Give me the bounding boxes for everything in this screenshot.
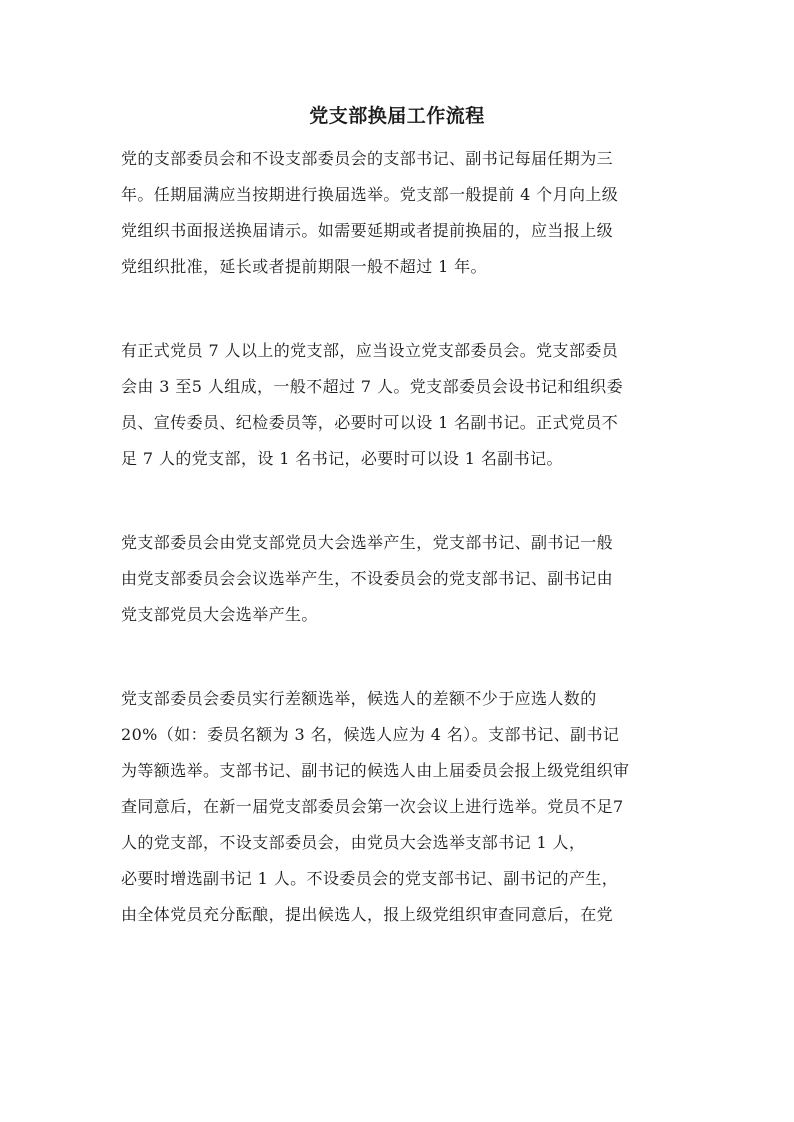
text-line: 人的党支部，不设支部委员会，由党员大会选举支部书记 1 人， (121, 833, 586, 852)
text-line: 足 7 人的党支部，设 1 名书记，必要时可以设 1 名副书记。 (121, 449, 563, 468)
paragraph-term-of-office (121, 141, 687, 285)
text-line: 必要时增选副书记 1 人。不设委员会的党支部书记、副书记的产生， (121, 869, 619, 888)
paragraph-candidate-rules (121, 681, 687, 933)
text-line: 为等额选举。支部书记、副书记的候选人由上届委员会报上级党组织审 (121, 761, 630, 780)
text-line: 员、宣传委员、纪检委员等，必要时可以设 1 名副书记。正式党员不 (121, 413, 619, 432)
text-line: 会由 3 至5 人组成，一般不超过 7 人。党支部委员会设书记和组织委 (121, 377, 623, 396)
text-line: 由全体党员充分酝酿，提出候选人，报上级党组织审查同意后，在党 (121, 905, 614, 924)
text-line: 党的支部委员会和不设支部委员会的支部书记、副书记每届任期为三 (121, 149, 614, 168)
text-line: 年。任期届满应当按期进行换届选举。党支部一般提前 4 个月向上级 (121, 185, 619, 204)
text-line: 有正式党员 7 人以上的党支部，应当设立党支部委员会。党支部委员 (121, 341, 619, 360)
text-line: 党支部党员大会选举产生。 (121, 605, 318, 624)
text-line: 党组织批准，延长或者提前期限一般不超过 1 年。 (121, 257, 487, 276)
text-line: 由党支部委员会会议选举产生，不设委员会的党支部书记、副书记由 (121, 569, 614, 588)
paragraph-committee-composition (121, 333, 687, 477)
document-title: 党支部换届工作流程 (309, 105, 485, 127)
text-line: 党组织书面报送换届请示。如需要延期或者提前换届的，应当报上级 (121, 221, 614, 240)
text-line: 党支部委员会委员实行差额选举，候选人的差额不少于应选人数的 (121, 689, 597, 708)
text-line: 党支部委员会由党支部党员大会选举产生，党支部书记、副书记一般 (121, 533, 614, 552)
paragraph-election-method (121, 525, 687, 633)
text-line: 查同意后，在新一届党支部委员会第一次会议上进行选举。党员不足7 (121, 797, 624, 816)
text-line: 20%（如：委员名额为 3 名，候选人应为 4 名）。支部书记、副书记 (121, 725, 620, 744)
document-body (121, 141, 687, 981)
